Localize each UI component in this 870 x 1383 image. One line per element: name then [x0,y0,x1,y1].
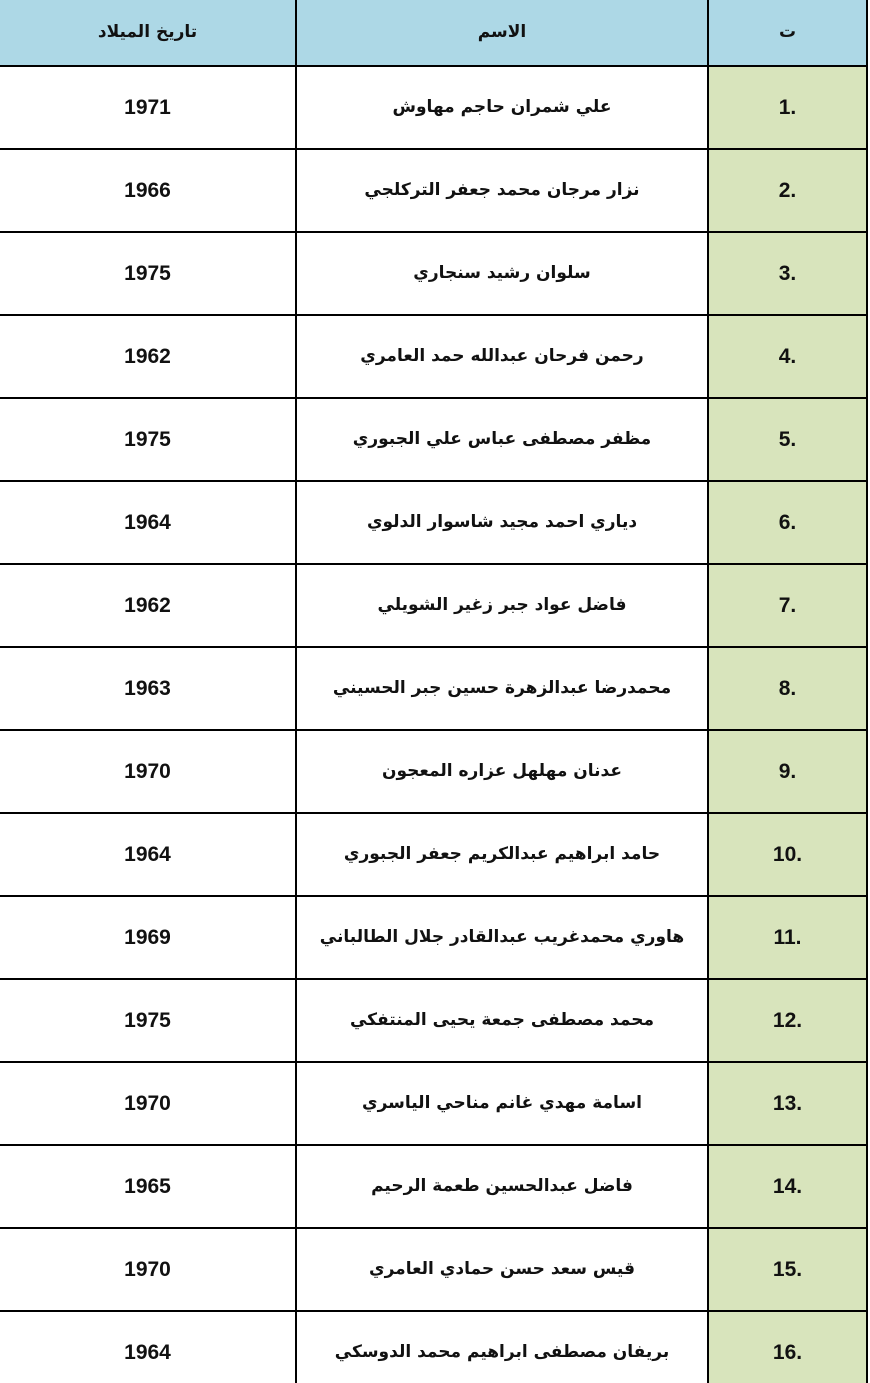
person-name: هاوري محمدغريب عبدالقادر جلال الطالباني [319,926,685,947]
person-name: فاضل عواد جبر زغير الشويلي [377,594,627,615]
row-index-cell: 10. [708,813,867,896]
person-name: محمدرضا عبدالزهرة حسين جبر الحسيني [332,677,672,698]
table-row [0,1062,867,1145]
row-index-cell: 11. [708,896,867,979]
birth-year-cell: 1966 [0,149,296,232]
birth-year-cell: 1962 [0,564,296,647]
header-index: ت [708,0,867,66]
name-cell [296,896,708,979]
name-cell [296,647,708,730]
table-row [0,979,867,1062]
birth-year-cell: 1965 [0,1145,296,1228]
name-cell [296,564,708,647]
row-index-cell: 1. [708,66,867,149]
row-index-cell: 8. [708,647,867,730]
table-row [0,232,867,315]
header-name: الاسم [296,0,708,66]
person-name: عدنان مهلهل عزاره المعجون [381,760,622,781]
name-cell [296,813,708,896]
row-index-cell: 4. [708,315,867,398]
birth-year-cell: 1970 [0,1228,296,1311]
birth-year-cell: 1971 [0,66,296,149]
birth-year-cell: 1975 [0,979,296,1062]
table-header [0,0,867,66]
row-index-cell: 15. [708,1228,867,1311]
name-cell [296,1062,708,1145]
table-row [0,1145,867,1228]
table-row [0,730,867,813]
header-row [0,0,867,66]
person-name: نزار مرجان محمد جعفر التركلجي [364,179,640,200]
table-row [0,66,867,149]
birth-year-cell: 1964 [0,1311,296,1383]
person-name: سلوان رشيد سنجاري [413,262,591,283]
name-cell [296,1311,708,1383]
header-birth-date: تاريخ الميلاد [0,0,296,66]
name-cell [296,315,708,398]
table-row [0,647,867,730]
person-name: مظفر مصطفى عباس علي الجبوري [352,428,652,449]
row-index-cell: 9. [708,730,867,813]
row-index-cell: 13. [708,1062,867,1145]
person-name: دياري احمد مجيد شاسوار الدلوي [366,511,638,532]
name-cell [296,481,708,564]
row-index-cell: 5. [708,398,867,481]
person-name: علي شمران حاجم مهاوش [392,96,612,117]
person-name: فاضل عبدالحسين طعمة الرحيم [371,1175,633,1196]
row-index-cell: 2. [708,149,867,232]
table-row [0,398,867,481]
table-row [0,896,867,979]
table-row [0,564,867,647]
row-index-cell: 6. [708,481,867,564]
birth-year-cell: 1975 [0,232,296,315]
row-index-cell: 3. [708,232,867,315]
birth-year-cell: 1969 [0,896,296,979]
table-row [0,1311,867,1383]
table-row [0,1228,867,1311]
name-cell [296,398,708,481]
person-name: محمد مصطفى جمعة يحيى المنتفكي [349,1009,655,1030]
row-index-cell: 16. [708,1311,867,1383]
table-body [0,66,867,1383]
birth-year-cell: 1964 [0,481,296,564]
name-cell [296,730,708,813]
row-index-cell: 14. [708,1145,867,1228]
table-row [0,149,867,232]
name-cell [296,149,708,232]
birth-year-cell: 1975 [0,398,296,481]
name-cell [296,232,708,315]
name-cell [296,979,708,1062]
person-name: اسامة مهدي غانم مناحي الياسري [361,1092,642,1113]
table-row [0,481,867,564]
person-name: قيس سعد حسن حمادي العامري [369,1258,635,1279]
birth-year-cell: 1963 [0,647,296,730]
birth-year-cell: 1964 [0,813,296,896]
person-name: حامد ابراهيم عبدالكريم جعفر الجبوري [343,843,661,864]
birth-year-cell: 1970 [0,730,296,813]
table-row [0,813,867,896]
person-name: بريفان مصطفى ابراهيم محمد الدوسكي [334,1341,670,1362]
name-cell [296,1228,708,1311]
row-index-cell: 12. [708,979,867,1062]
table-row [0,315,867,398]
name-cell [296,66,708,149]
birth-year-cell: 1962 [0,315,296,398]
row-index-cell: 7. [708,564,867,647]
person-name: رحمن فرحان عبدالله حمد العامري [360,345,644,366]
name-cell [296,1145,708,1228]
birth-year-cell: 1970 [0,1062,296,1145]
